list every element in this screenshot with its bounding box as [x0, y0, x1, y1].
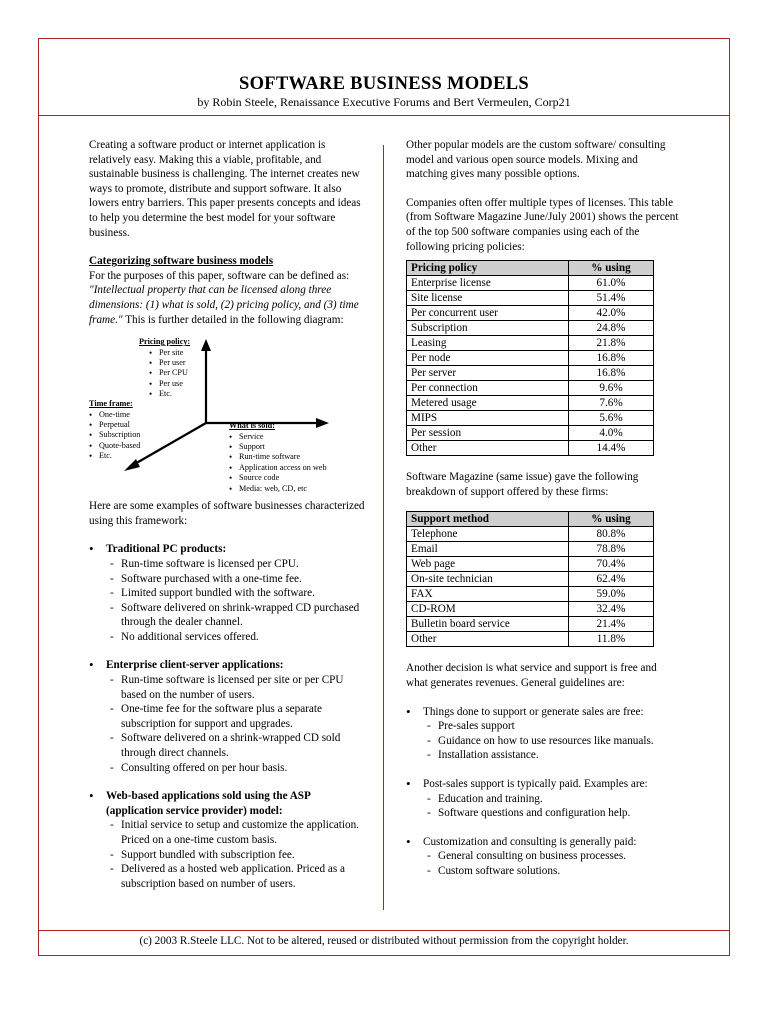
guideline-detail: - Guidance on how to use resources like manuals.: [423, 734, 680, 749]
table-row: [407, 602, 654, 617]
example-item: [89, 542, 369, 644]
pricing-item: • Per CPU: [149, 368, 190, 378]
categorizing-heading: Categorizing software business models: [89, 255, 274, 268]
table-cell: 11.8%: [569, 632, 654, 647]
example-detail: - Software purchased with a one-time fee.: [106, 572, 369, 587]
table-cell: Web page: [407, 557, 569, 572]
models-paragraph: Other popular models are the custom software/ consulting model and various open source models. Mixing and matching gives many possible options.: [406, 139, 666, 181]
example-detail: - Initial service to setup and customize the application. Priced on a one-time custom basis.: [106, 818, 369, 847]
guideline-detail: - Education and training.: [423, 792, 680, 807]
time-frame-block: [89, 399, 140, 461]
examples-list: [89, 542, 369, 891]
example-detail: - No additional services offered.: [106, 630, 369, 645]
table-header: % using: [569, 512, 654, 527]
table-cell: Email: [407, 542, 569, 557]
example-heading: • Web-based applications sold using the ASP (application service provider) model:: [106, 790, 311, 817]
example-item: [89, 789, 369, 891]
pricing-item: • Per use: [149, 379, 190, 389]
table-header: Support method: [407, 512, 569, 527]
table-row: [407, 351, 654, 366]
footer-rule: [38, 930, 730, 931]
pricing-policy-block: [139, 337, 190, 399]
table-cell: 59.0%: [569, 587, 654, 602]
table-cell: 42.0%: [569, 306, 654, 321]
table-cell: 24.8%: [569, 321, 654, 336]
table-cell: Per session: [407, 426, 569, 441]
table-row: [407, 587, 654, 602]
what-is-sold-label: What is sold:: [229, 421, 275, 431]
table-row: [407, 366, 654, 381]
support-paragraph: Software Magazine (same issue) gave the following breakdown of support offered by these firms:: [406, 471, 639, 498]
table-row: [407, 306, 654, 321]
example-item: [89, 658, 369, 775]
time-frame-item: • Quote-based: [89, 441, 140, 451]
time-frame-label: Time frame:: [89, 399, 133, 409]
examples-intro: Here are some examples of software businesses characterized using this framework:: [89, 500, 365, 527]
sold-item: • Run-time software: [229, 452, 327, 462]
sold-item: • Source code: [229, 473, 327, 483]
table-row: [407, 381, 654, 396]
example-heading: • Enterprise client-server applications:: [106, 659, 284, 672]
guidelines-paragraph: Another decision is what service and support is free and what generates revenues. General guidelines are:: [406, 662, 657, 689]
table-row: [407, 396, 654, 411]
example-detail: - Run-time software is licensed per site or per CPU based on the number of users.: [106, 673, 369, 702]
sold-item: • Service: [229, 432, 327, 442]
time-frame-item: • One-time: [89, 410, 140, 420]
left-column: [89, 138, 369, 891]
example-heading: • Traditional PC products:: [106, 543, 227, 556]
example-detail: - Delivered as a hosted web application. Priced as a subscription based on number of users.: [106, 862, 369, 891]
table-cell: 9.6%: [569, 381, 654, 396]
table-row: [407, 632, 654, 647]
guideline-item: [406, 705, 680, 763]
guideline-text: • Post-sales support is typically paid. Examples are:: [423, 777, 648, 790]
definition-quote: "Intellectual property that can be licensed along three dimensions: (1) what is sold, (2) pricing policy, and (3) time frame.": [89, 284, 359, 326]
header-rule: [38, 115, 730, 116]
table-row: [407, 527, 654, 542]
table-cell: Leasing: [407, 336, 569, 351]
example-detail: - One-time fee for the software plus a separate subscription for support and upgrades.: [106, 702, 369, 731]
time-frame-item: • Perpetual: [89, 420, 140, 430]
table-row: [407, 411, 654, 426]
table-row: [407, 276, 654, 291]
table-cell: 32.4%: [569, 602, 654, 617]
table-row: [407, 572, 654, 587]
guideline-detail: - Software questions and configuration help.: [423, 806, 680, 821]
table-row: [407, 617, 654, 632]
pricing-item: • Etc.: [149, 389, 190, 399]
table-row: [407, 291, 654, 306]
guidelines-list: [406, 705, 680, 879]
guideline-detail: - Custom software solutions.: [423, 864, 680, 879]
table-header: Pricing policy: [407, 261, 569, 276]
example-detail: - Support bundled with subscription fee.: [106, 848, 369, 863]
guideline-item: [406, 835, 680, 879]
table-cell: Telephone: [407, 527, 569, 542]
document-title: SOFTWARE BUSINESS MODELS: [239, 74, 529, 94]
table-cell: On-site technician: [407, 572, 569, 587]
example-detail: - Run-time software is licensed per CPU.: [106, 557, 369, 572]
licenses-paragraph: Companies often offer multiple types of licenses. This table (from Software Magazine June/July 2001) shows the percent of the top 500 software companies using each of the following pricing policies:: [406, 196, 679, 253]
guideline-text: • Things done to support or generate sales are free:: [423, 705, 644, 718]
three-dimension-diagram: [89, 329, 369, 499]
table-cell: 78.8%: [569, 542, 654, 557]
table-cell: FAX: [407, 587, 569, 602]
pricing-item: • Per site: [149, 348, 190, 358]
categorizing-paragraph: [89, 269, 369, 327]
example-detail: - Limited support bundled with the software.: [106, 586, 369, 601]
table-cell: 16.8%: [569, 351, 654, 366]
categorizing-post: This is further detailed in the following diagram:: [122, 313, 344, 326]
table-cell: Other: [407, 632, 569, 647]
table-cell: Per server: [407, 366, 569, 381]
table-cell: 21.8%: [569, 336, 654, 351]
table-row: [407, 321, 654, 336]
table-cell: 62.4%: [569, 572, 654, 587]
what-is-sold-block: [229, 421, 327, 494]
time-frame-item: • Subscription: [89, 430, 140, 440]
guideline-detail: - Installation assistance.: [423, 748, 680, 763]
example-detail: - Consulting offered on per hour basis.: [106, 761, 369, 776]
table-cell: 16.8%: [569, 366, 654, 381]
intro-paragraph: Creating a software product or internet application is relatively easy. Making this a viable, profitable, and sustainable business is challenging. The internet creates new ways to promote, distribute and support software. It also lowers entry barriers. This paper presents concepts and ideas to help you determine the best model for your software business.: [89, 139, 361, 239]
table-cell: 51.4%: [569, 291, 654, 306]
byline: by Robin Steele, Renaissance Executive Forums and Bert Vermeulen, Corp21: [197, 95, 571, 109]
table-cell: 21.4%: [569, 617, 654, 632]
table-row: [407, 426, 654, 441]
pricing-item: • Per user: [149, 358, 190, 368]
table-cell: 4.0%: [569, 426, 654, 441]
sold-item: • Application access on web: [229, 463, 327, 473]
sold-item: • Support: [229, 442, 327, 452]
guideline-detail: - General consulting on business processes.: [423, 849, 680, 864]
table-cell: Subscription: [407, 321, 569, 336]
example-detail: - Software delivered on shrink-wrapped CD purchased through the dealer channel.: [106, 601, 369, 630]
table-cell: Metered usage: [407, 396, 569, 411]
table-row: [407, 542, 654, 557]
table-cell: Site license: [407, 291, 569, 306]
table-row: [407, 336, 654, 351]
table-cell: Per node: [407, 351, 569, 366]
table-cell: 5.6%: [569, 411, 654, 426]
right-column: [406, 138, 680, 878]
table-cell: 80.8%: [569, 527, 654, 542]
guideline-detail: - Pre-sales support: [423, 719, 680, 734]
table-row: [407, 557, 654, 572]
guideline-item: [406, 777, 680, 821]
pricing-policy-table: [406, 260, 654, 456]
table-header: % using: [569, 261, 654, 276]
guideline-text: • Customization and consulting is generally paid:: [423, 835, 637, 848]
table-cell: Bulletin board service: [407, 617, 569, 632]
sold-item: • Media: web, CD, etc: [229, 484, 327, 494]
table-cell: CD-ROM: [407, 602, 569, 617]
table-cell: 7.6%: [569, 396, 654, 411]
table-cell: 70.4%: [569, 557, 654, 572]
example-detail: - Software delivered on a shrink-wrapped CD sold through direct channels.: [106, 731, 369, 760]
categorizing-pre: For the purposes of this paper, software can be defined as:: [89, 269, 350, 282]
pricing-policy-label: Pricing policy:: [139, 337, 191, 347]
table-cell: 14.4%: [569, 441, 654, 456]
table-cell: Per connection: [407, 381, 569, 396]
table-cell: Per concurrent user: [407, 306, 569, 321]
time-frame-item: • Etc.: [89, 451, 140, 461]
copyright-footer: (c) 2003 R.Steele LLC. Not to be altered, reused or distributed without permission from the copyright holder.: [139, 935, 629, 947]
table-cell: Other: [407, 441, 569, 456]
table-cell: Enterprise license: [407, 276, 569, 291]
table-row: [407, 441, 654, 456]
column-divider: [383, 145, 384, 910]
table-cell: MIPS: [407, 411, 569, 426]
support-method-table: [406, 511, 654, 647]
table-cell: 61.0%: [569, 276, 654, 291]
